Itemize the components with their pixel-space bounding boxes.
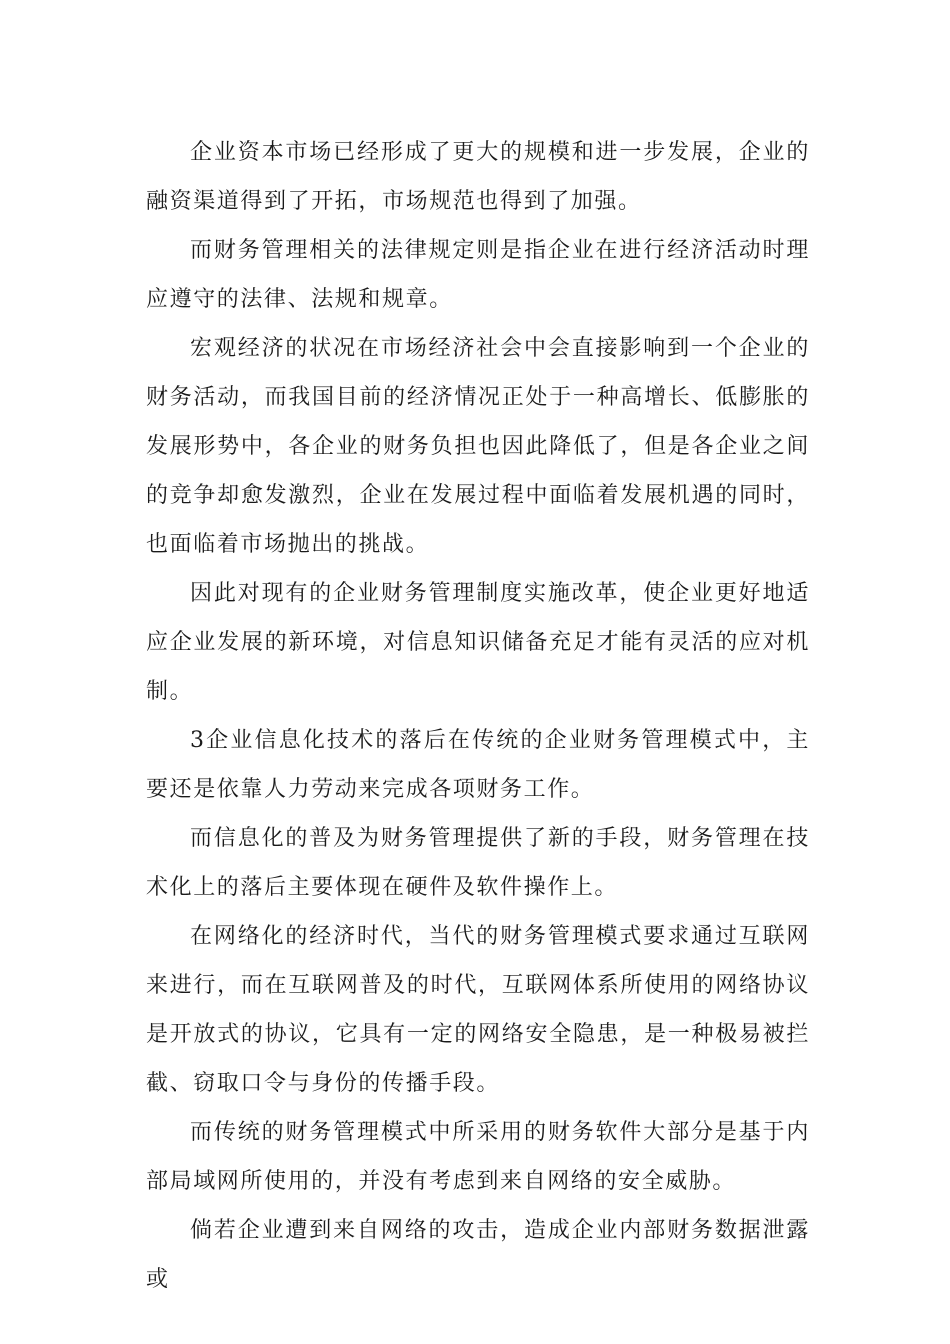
paragraph: 3企业信息化技术的落后在传统的企业财务管理模式中，主要还是依靠人力劳动来完成各项财务工作。 (146, 728, 810, 802)
document-body (146, 128, 810, 1304)
paragraph: 宏观经济的状况在市场经济社会中会直接影响到一个企业的财务活动，而我国目前的经济情况正处于一种高增长、低膨胀的发展形势中，各企业的财务负担也因此降低了，但是各企业之间的竞争却愈发激烈，企业在发展过程中面临着发展机遇的同时，也面临着市场抛出的挑战。 (146, 336, 810, 557)
paragraph: 因此对现有的企业财务管理制度实施改革，使企业更好地适应企业发展的新环境，对信息知识储备充足才能有灵活的应对机制。 (146, 581, 810, 704)
paragraph: 而信息化的普及为财务管理提供了新的手段，财务管理在技术化上的落后主要体现在硬件及软件操作上。 (146, 826, 810, 900)
paragraph: 倘若企业遭到来自网络的攻击，造成企业内部财务数据泄露或 (146, 1218, 810, 1292)
paragraph: 而传统的财务管理模式中所采用的财务软件大部分是基于内部局域网所使用的，并没有考虑到来自网络的安全威胁。 (146, 1120, 810, 1194)
paragraph: 在网络化的经济时代，当代的财务管理模式要求通过互联网来进行，而在互联网普及的时代，互联网体系所使用的网络协议是开放式的协议，它具有一定的网络安全隐患，是一种极易被拦截、窃取口令与身份的传播手段。 (146, 924, 810, 1096)
paragraph: 而财务管理相关的法律规定则是指企业在进行经济活动时理应遵守的法律、法规和规章。 (146, 238, 810, 312)
paragraph: 企业资本市场已经形成了更大的规模和进一步发展，企业的融资渠道得到了开拓，市场规范也得到了加强。 (146, 140, 810, 214)
